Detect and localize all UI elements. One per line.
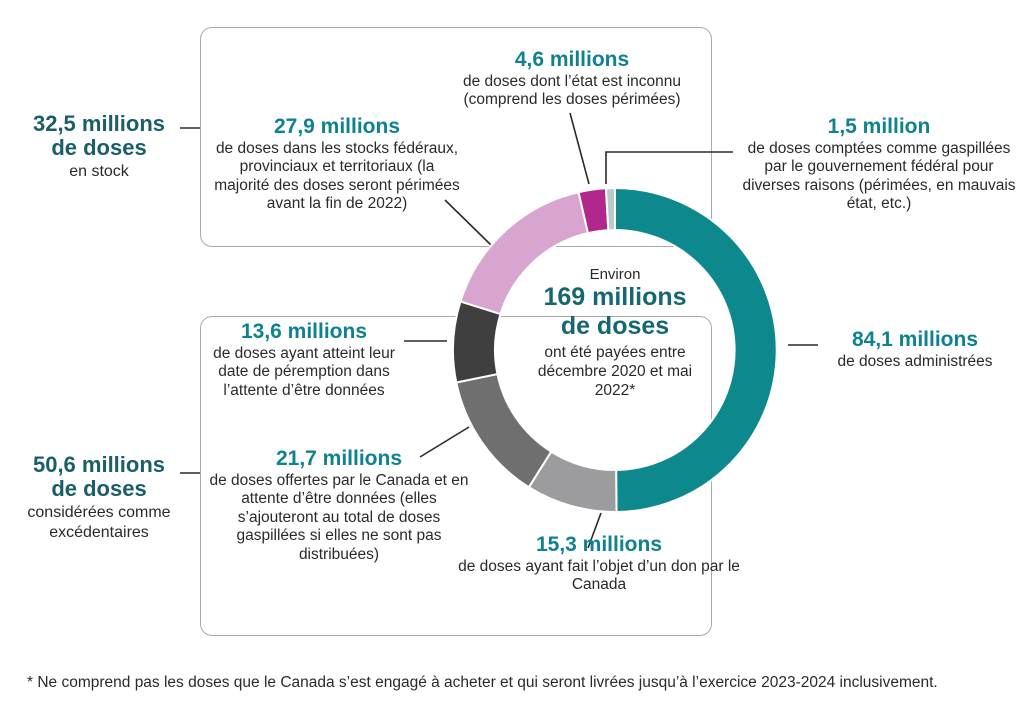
callout-administered — [812, 328, 1018, 371]
donut-segment-3 — [453, 301, 501, 382]
center-pre-text: Environ — [589, 266, 641, 283]
leader-line-unknown-state — [570, 113, 589, 184]
callout-unknown-state — [428, 48, 716, 110]
callout-federal-stocks — [211, 115, 463, 214]
center-value: 169 millions — [543, 283, 687, 311]
expired-awaiting-text: de doses ayant atteint leur date de péremption dans l’attente d’être données — [213, 344, 395, 399]
administered-value: 84,1 millions — [851, 328, 979, 351]
callout-wasted-federal — [736, 115, 1022, 214]
callout-expired-awaiting — [201, 320, 407, 400]
callout-stock-total — [18, 112, 180, 182]
wasted-federal-value: 1,5 million — [827, 115, 931, 138]
stock-total-unit: de doses — [51, 135, 147, 161]
stock-total-value: 32,5 millions — [32, 111, 166, 136]
surplus-total-unit: de doses — [51, 476, 147, 502]
center-unit: de doses — [560, 311, 670, 340]
federal-stocks-value: 27,9 millions — [273, 115, 401, 138]
callout-offered-awaiting — [207, 447, 471, 564]
unknown-state-text: de doses dont l’état est inconnu (comprend les doses périmées) — [462, 72, 681, 109]
wasted-federal-text: de doses comptées comme gaspillées par le gouvernement fédéral pour diverses raisons (périmées, en mauvais état, etc.) — [742, 139, 1016, 213]
unknown-state-value: 4,6 millions — [514, 48, 630, 71]
donut-segment-6 — [606, 188, 615, 230]
federal-stocks-text: de doses dans les stocks fédéraux, provinciaux et territoriaux (la majorité des doses seront périmées avant la fin de 2022) — [214, 139, 460, 213]
expired-awaiting-value: 13,6 millions — [240, 320, 368, 343]
donated-text: de doses ayant fait l’objet d’un don par le Canada — [458, 557, 740, 594]
leader-line-wasted-federal — [606, 152, 733, 184]
donut-center-label — [525, 266, 705, 401]
donated-value: 15,3 millions — [535, 533, 663, 556]
center-detail-text: ont été payées entre décembre 2020 et mai 2022* — [537, 344, 693, 399]
footnote: * Ne comprend pas les doses que le Canada s’est engagé à acheter et qui seront livrées jusqu’à l’exercice 2023-2024 inclusivement. — [27, 674, 938, 691]
surplus-total-text: considérées comme excédentaires — [27, 504, 171, 541]
surplus-total-value: 50,6 millions — [32, 452, 166, 477]
administered-text: de doses administrées — [837, 352, 993, 370]
offered-awaiting-text: de doses offertes par le Canada et en attente d’être données (elles s’ajouteront au total de doses gaspillées si elles ne sont pas distribuées) — [209, 471, 469, 563]
offered-awaiting-value: 21,7 millions — [275, 447, 403, 470]
callout-donated — [458, 533, 740, 595]
stock-total-text: en stock — [69, 163, 129, 181]
callout-surplus-total — [18, 453, 180, 542]
